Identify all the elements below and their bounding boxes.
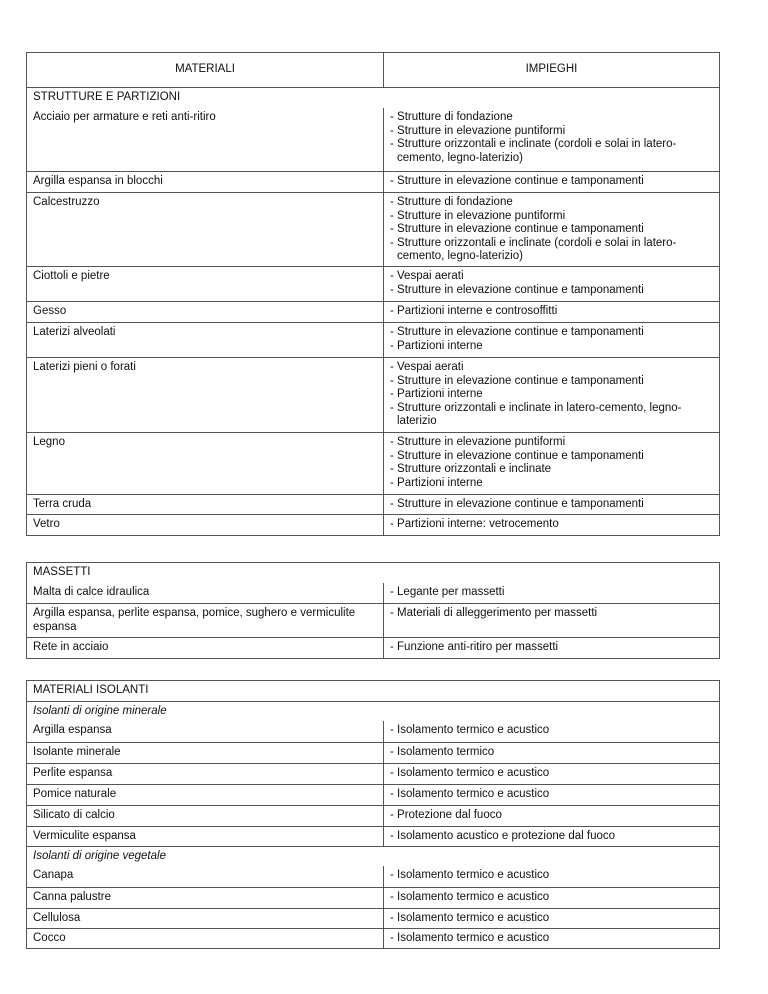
material-cell: Legno	[27, 433, 384, 494]
use-line: - Isolamento termico e acustico	[390, 891, 550, 903]
massetti-rows	[27, 583, 719, 658]
section-title-row	[27, 87, 719, 108]
use-line: - Strutture in elevazione continue e tamponamenti	[390, 175, 644, 187]
uses-cell	[384, 785, 719, 805]
material-cell: Pomice naturale	[27, 785, 384, 805]
material-cell: Calcestruzzo	[27, 193, 384, 266]
use-line: - Isolamento termico e acustico	[390, 869, 550, 881]
material-cell: Rete in acciaio	[27, 638, 384, 658]
table-row	[27, 742, 719, 763]
use-line: - Strutture in elevazione puntiformi	[390, 124, 566, 137]
material-cell: Gesso	[27, 302, 384, 322]
uses-cell	[384, 108, 719, 171]
table-row	[27, 171, 719, 192]
uses-cell	[384, 495, 719, 514]
use-line: - Strutture orizzontali e inclinate in latero-cemento, legno-laterizio	[390, 401, 682, 427]
uses-cell	[384, 515, 719, 535]
material-cell: Perlite espansa	[27, 764, 384, 784]
use-line: - Protezione dal fuoco	[390, 809, 502, 821]
table-row	[27, 266, 719, 301]
use-line: - Strutture in elevazione continue e tamponamenti	[390, 283, 644, 296]
section-title-strutture: STRUTTURE E PARTIZIONI	[33, 91, 181, 103]
uses-cell	[384, 172, 719, 192]
uses-cell	[384, 433, 719, 494]
table-row	[27, 514, 719, 535]
use-line: - Strutture orizzontali e inclinate (cordoli e solai in latero-cemento, legno-laterizio)	[390, 236, 677, 262]
use-line: - Strutture in elevazione continue e tamponamenti	[390, 449, 644, 462]
subsection-title-minerale: Isolanti di origine minerale	[33, 705, 167, 717]
uses-cell	[384, 302, 719, 322]
uses-cell	[384, 909, 719, 928]
table-row	[27, 805, 719, 826]
use-line: - Strutture orizzontali e inclinate	[390, 463, 552, 475]
use-line: - Strutture in elevazione puntiformi	[390, 209, 566, 222]
table-row	[27, 928, 719, 948]
table-row	[27, 887, 719, 908]
strutture-rows	[27, 108, 719, 535]
section-title-row	[27, 563, 719, 583]
use-line: - Isolamento termico e acustico	[390, 767, 550, 779]
massetti-table	[26, 562, 720, 659]
header-impieghi: IMPIEGHI	[525, 63, 578, 75]
header-row	[27, 53, 719, 87]
section-title-isolanti: MATERIALI ISOLANTI	[33, 684, 149, 696]
uses-cell	[384, 929, 719, 948]
vegetale-rows	[27, 866, 719, 948]
uses-cell	[384, 358, 719, 432]
table-row	[27, 603, 719, 637]
table-row	[27, 192, 719, 266]
table-row	[27, 763, 719, 784]
isolanti-table	[26, 680, 720, 949]
subsection-title-vegetale: Isolanti di origine vegetale	[33, 850, 166, 862]
table-row	[27, 866, 719, 887]
table-row	[27, 494, 719, 514]
material-cell: Cellulosa	[27, 909, 384, 928]
use-line: - Partizioni interne: vetrocemento	[390, 518, 559, 530]
table-row	[27, 784, 719, 805]
uses-cell	[384, 721, 719, 742]
use-line: - Partizioni interne	[390, 476, 483, 489]
uses-cell	[384, 806, 719, 826]
material-cell: Argilla espansa	[27, 721, 384, 742]
use-line: - Isolamento termico e acustico	[390, 912, 550, 924]
use-line: - Strutture orizzontali e inclinate (cordoli e solai in latero-cemento, legno-laterizio)	[390, 138, 677, 164]
table-row	[27, 637, 719, 658]
use-line: - Strutture di fondazione	[390, 196, 513, 208]
subsection-title-row	[27, 846, 719, 866]
material-cell: Canna palustre	[27, 888, 384, 908]
uses-cell	[384, 866, 719, 887]
material-cell: Argilla espansa in blocchi	[27, 172, 384, 192]
use-line: - Legante per massetti	[390, 586, 505, 598]
material-cell: Vetro	[27, 515, 384, 535]
section-title-massetti: MASSETTI	[33, 566, 91, 578]
material-cell: Cocco	[27, 929, 384, 948]
uses-cell	[384, 323, 719, 357]
use-line: - Isolamento acustico e protezione dal fuoco	[390, 830, 616, 842]
table-row	[27, 908, 719, 928]
use-line: - Partizioni interne	[390, 388, 483, 400]
uses-cell	[384, 743, 719, 763]
uses-cell	[384, 267, 719, 301]
material-cell: Vermiculite espansa	[27, 827, 384, 846]
use-line: - Isolamento termico	[390, 746, 495, 758]
use-line: - Materiali di alleggerimento per massetti	[390, 607, 598, 619]
material-cell: Canapa	[27, 866, 384, 887]
uses-cell	[384, 583, 719, 603]
material-cell: Terra cruda	[27, 495, 384, 514]
table-row	[27, 826, 719, 846]
strutture-table	[26, 52, 720, 536]
material-cell: Acciaio per armature e reti anti-ritiro	[27, 108, 384, 171]
material-cell: Laterizi alveolati	[27, 323, 384, 357]
table-row	[27, 301, 719, 322]
use-line: - Isolamento termico e acustico	[390, 788, 550, 800]
material-cell: Ciottoli e pietre	[27, 267, 384, 301]
use-line: - Strutture in elevazione puntiformi	[390, 436, 566, 448]
table-row	[27, 432, 719, 494]
use-line: - Vespai aerati	[390, 270, 464, 282]
use-line: - Strutture in elevazione continue e tamponamenti	[390, 498, 644, 510]
table-row	[27, 108, 719, 171]
uses-cell	[384, 764, 719, 784]
uses-cell	[384, 827, 719, 846]
use-line: - Vespai aerati	[390, 361, 464, 373]
section-title-row	[27, 681, 719, 701]
material-cell: Isolante minerale	[27, 743, 384, 763]
use-line: - Partizioni interne	[390, 339, 483, 352]
table-row	[27, 583, 719, 603]
use-line: - Isolamento termico e acustico	[390, 724, 550, 736]
table-row	[27, 322, 719, 357]
uses-cell	[384, 888, 719, 908]
uses-cell	[384, 193, 719, 266]
material-cell: Laterizi pieni o forati	[27, 358, 384, 432]
use-line: - Funzione anti-ritiro per massetti	[390, 641, 559, 653]
uses-cell	[384, 638, 719, 658]
use-line: - Strutture in elevazione continue e tamponamenti	[390, 223, 644, 235]
uses-cell	[384, 604, 719, 637]
material-cell: Silicato di calcio	[27, 806, 384, 826]
table-row	[27, 357, 719, 432]
use-line: - Strutture in elevazione continue e tamponamenti	[390, 326, 644, 338]
use-line: - Partizioni interne e controsoffitti	[390, 305, 558, 317]
use-line: - Strutture in elevazione continue e tamponamenti	[390, 374, 644, 387]
header-materiali: MATERIALI	[27, 53, 384, 87]
material-cell: Argilla espansa, perlite espansa, pomice, sughero e vermiculite espansa	[27, 604, 384, 637]
table-row	[27, 721, 719, 742]
material-cell: Malta di calce idraulica	[27, 583, 384, 603]
subsection-title-row	[27, 701, 719, 721]
use-line: - Strutture di fondazione	[390, 111, 513, 123]
minerale-rows	[27, 721, 719, 846]
use-line: - Isolamento termico e acustico	[390, 932, 550, 944]
